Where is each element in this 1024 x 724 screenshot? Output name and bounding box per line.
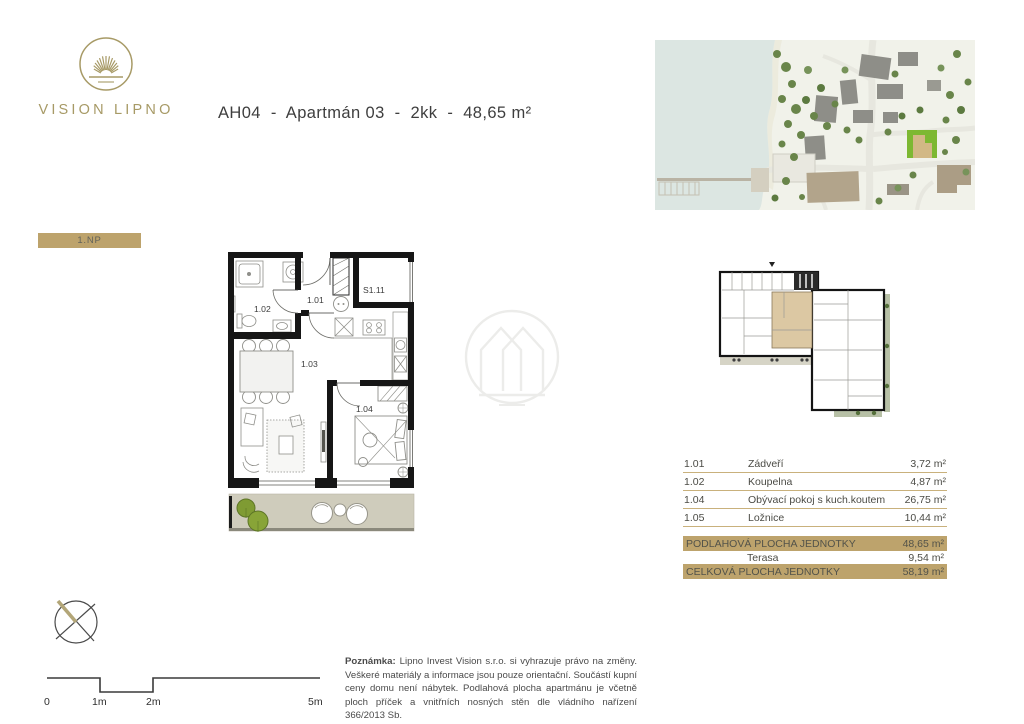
scale-label-5m: 5m xyxy=(308,696,323,708)
building-overview-plan xyxy=(714,256,890,420)
brand-name: VISION LIPNO xyxy=(38,102,174,118)
page-title: AH04 - Apartmán 03 - 2kk - 48,65 m² xyxy=(218,104,532,122)
room-name: Koupelna xyxy=(748,476,793,488)
shaft xyxy=(333,258,349,312)
site-map xyxy=(655,40,975,210)
room-area: 4,87 m² xyxy=(910,476,946,488)
unit-pointer-icon xyxy=(769,262,775,267)
table-row xyxy=(683,509,947,527)
sunrise-rays-icon xyxy=(89,56,123,82)
room-name: Ložnice xyxy=(748,512,785,524)
room-label-bathroom: 1.02 xyxy=(254,304,271,314)
north-needle xyxy=(58,601,76,622)
note-text: Lipno Invest Vision s.r.o. si vyhrazuje právo na změny. Veškeré materiály a informace jsou pouze orientační. Součástí kupní ceny domu není nábytek. Podlahová plocha apartmánu je včetně ploch příček a vnitřních nosných stěn dle vládního nařízení 366/2013 Sb. xyxy=(345,656,637,722)
room-area: 10,44 m² xyxy=(904,512,946,524)
terrace xyxy=(229,494,414,532)
disclaimer-note xyxy=(345,655,637,723)
terrace-value: 9,54 m² xyxy=(908,551,944,564)
terrace-area-row xyxy=(683,551,947,564)
table-row xyxy=(683,473,947,491)
floor-area-row xyxy=(683,536,947,551)
total-area-label: CELKOVÁ PLOCHA JEDNOTKY xyxy=(686,565,841,578)
floor-area-value: 48,65 m² xyxy=(902,537,944,550)
room-area: 3,72 m² xyxy=(910,458,946,470)
terrace-label: Terasa xyxy=(747,551,779,564)
room-name: Obývací pokoj s kuch.koutem xyxy=(748,494,886,506)
vision-lipno-logo-icon xyxy=(76,36,136,96)
room-id: 1.01 xyxy=(684,458,705,470)
note-label: Poznámka: xyxy=(345,656,396,667)
scale-bar xyxy=(40,668,330,710)
watermark-houses-icon xyxy=(462,307,562,407)
room-label-bedroom: 1.04 xyxy=(356,404,373,414)
compass-icon xyxy=(48,594,108,654)
room-label-storage: S1.11 xyxy=(363,285,385,295)
room-label-living: 1.03 xyxy=(301,359,318,369)
room-area: 26,75 m² xyxy=(904,494,946,506)
floor-plan xyxy=(227,250,421,535)
room-id: 1.04 xyxy=(684,494,705,506)
scale-label-2m: 2m xyxy=(146,696,161,708)
floor-area-label: PODLAHOVÁ PLOCHA JEDNOTKY xyxy=(686,537,856,550)
table-row xyxy=(683,455,947,473)
floor-level-badge: 1.NP xyxy=(38,233,141,248)
scale-label-0: 0 xyxy=(44,696,50,708)
highlighted-unit xyxy=(772,292,812,348)
room-id: 1.05 xyxy=(684,512,705,524)
areas-table xyxy=(683,455,947,579)
table-row xyxy=(683,491,947,509)
total-area-row xyxy=(683,564,947,579)
room-name: Zádveří xyxy=(748,458,784,470)
dining-set xyxy=(240,340,293,404)
highlighted-plot xyxy=(907,130,937,158)
room-label-hall: 1.01 xyxy=(307,295,324,305)
total-area-value: 58,19 m² xyxy=(902,565,944,578)
scale-label-1m: 1m xyxy=(92,696,107,708)
room-id: 1.02 xyxy=(684,476,705,488)
